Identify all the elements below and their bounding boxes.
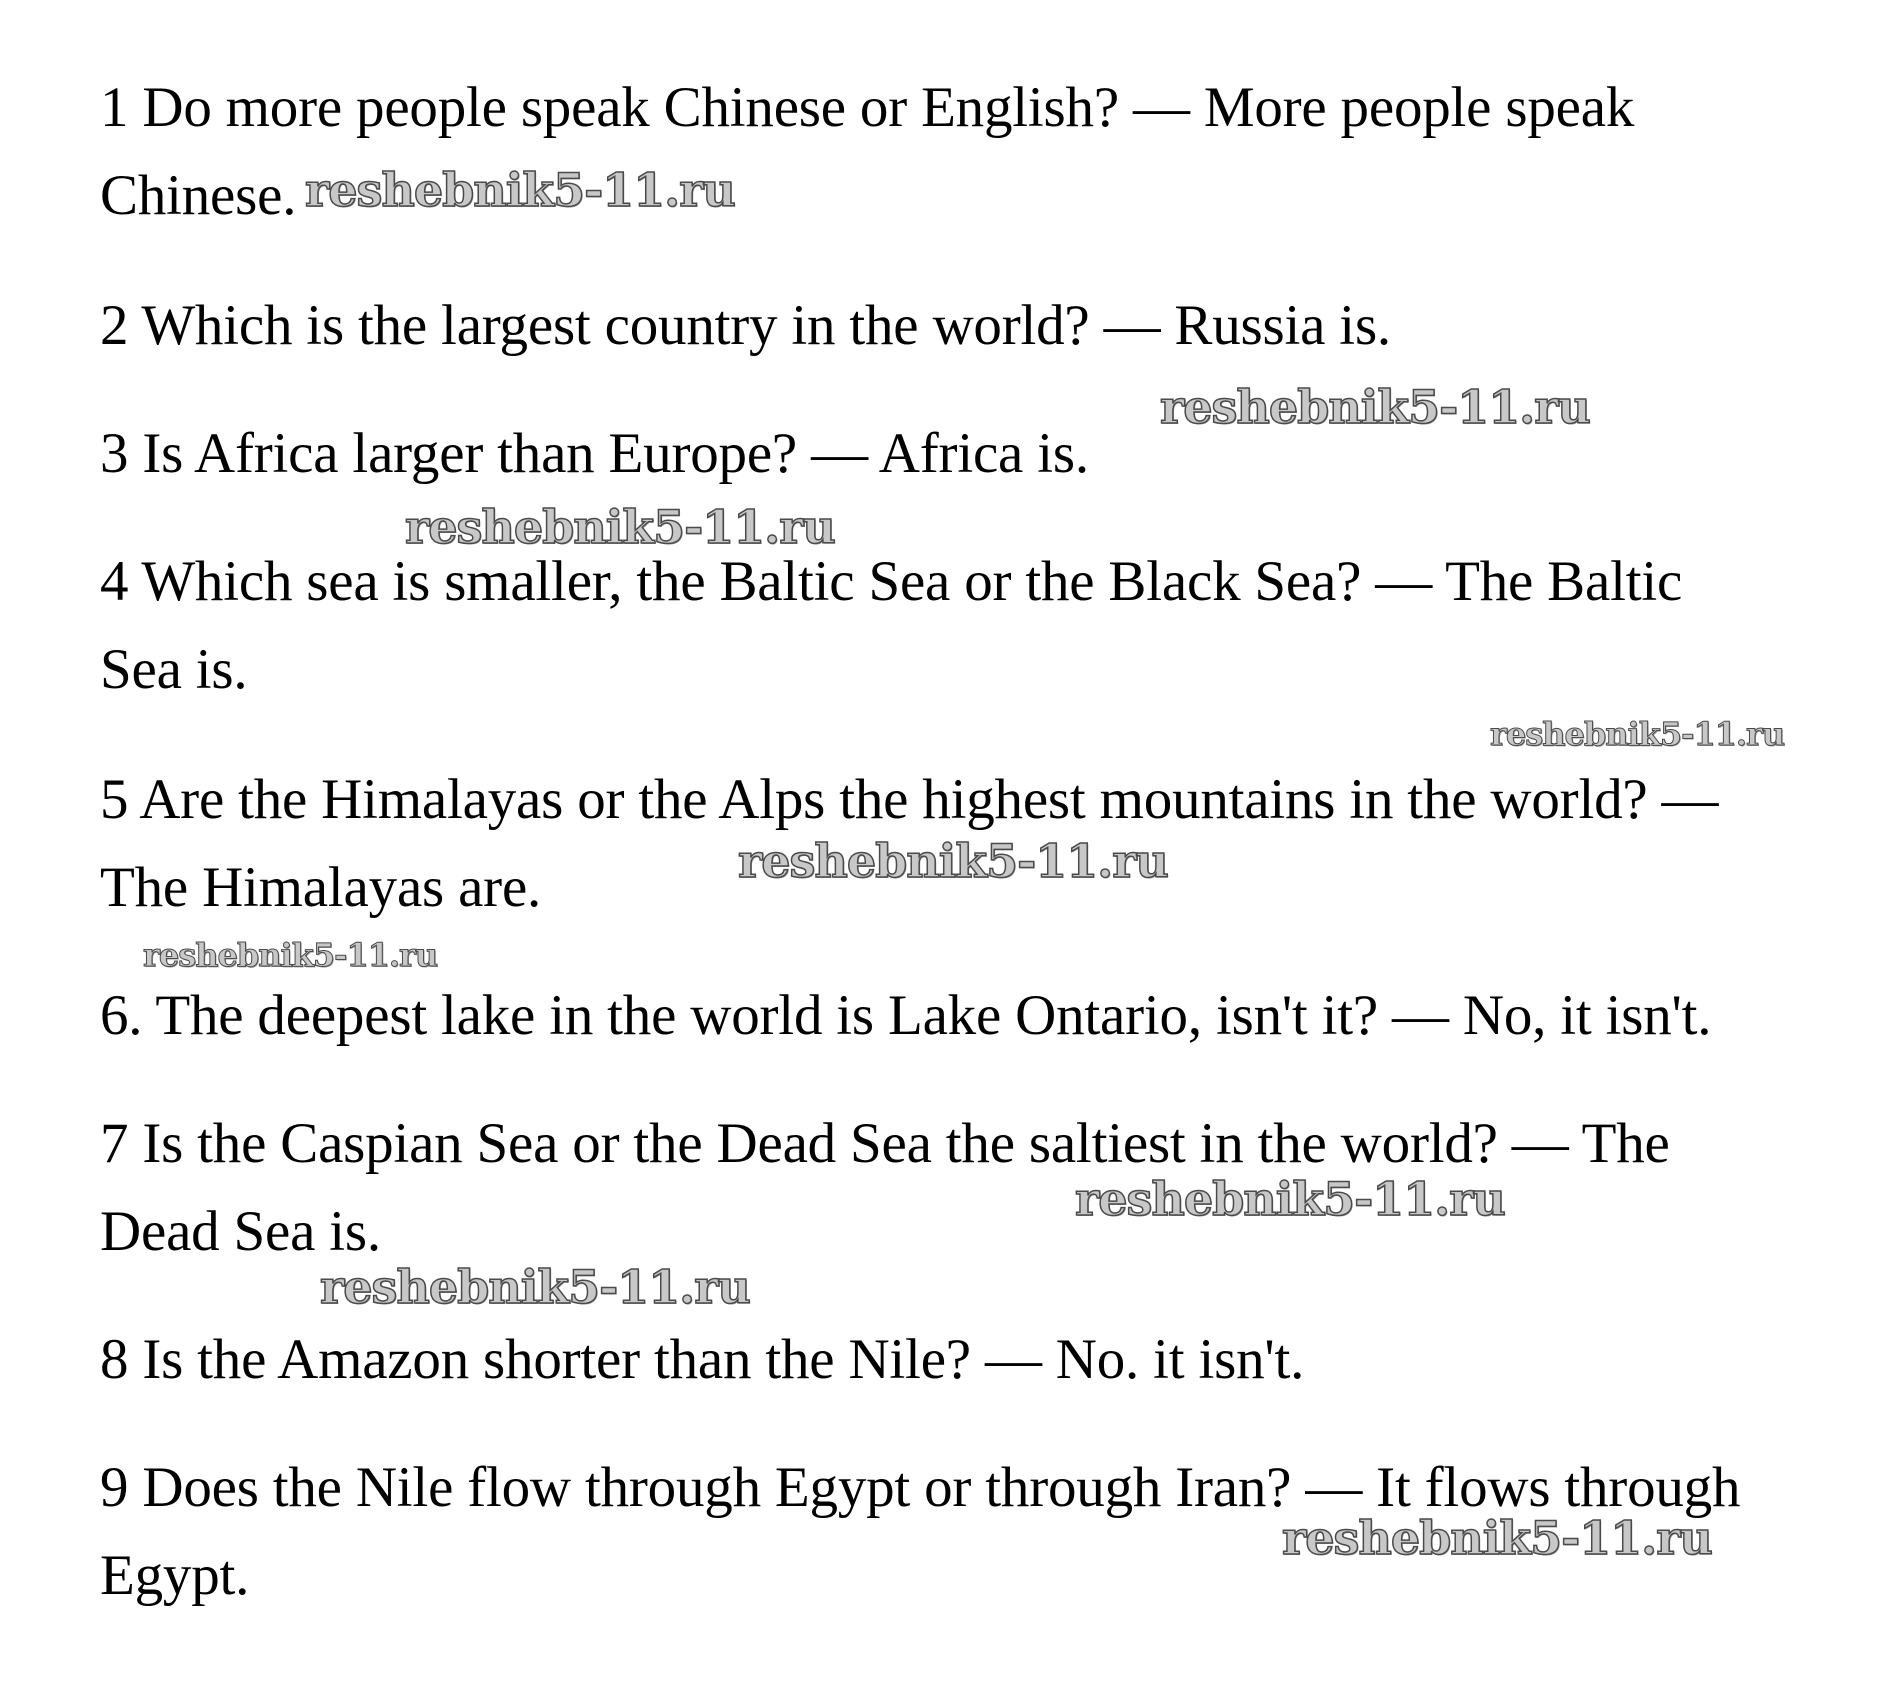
answer-5-line-1: 5 Are the Himalayas or the Alps the highest mountains in the world? — [100, 768, 1719, 831]
watermark: reshebnik5-11.ru [1490, 715, 1785, 753]
watermark: reshebnik5-11.ru [320, 1260, 750, 1314]
watermark: reshebnik5-11.ru [143, 936, 438, 974]
watermark: reshebnik5-11.ru [1075, 1172, 1505, 1226]
answer-8-line-1: 8 Is the Amazon shorter than the Nile? — No. it isn't. [100, 1328, 1305, 1391]
answer-9-line-2: Egypt. [100, 1544, 250, 1607]
watermark: reshebnik5-11.ru [738, 834, 1168, 888]
watermark: reshebnik5-11.ru [405, 500, 835, 554]
watermark: reshebnik5-11.ru [1160, 380, 1590, 434]
answer-3-line-1: 3 Is Africa larger than Europe? — Africa is. [100, 422, 1089, 485]
answer-7-line-2: Dead Sea is. [100, 1200, 381, 1263]
watermark: reshebnik5-11.ru [305, 163, 735, 217]
answer-6-line-1: 6. The deepest lake in the world is Lake Ontario, isn't it? — No, it isn't. [100, 984, 1712, 1047]
answer-1-line-2: Chinese. [100, 164, 297, 227]
answer-9-line-1: 9 Does the Nile flow through Egypt or through Iran? — It flows through [100, 1456, 1741, 1519]
answer-1-line-1: 1 Do more people speak Chinese or English? — More people speak [100, 76, 1635, 139]
answer-4-line-1: 4 Which sea is smaller, the Baltic Sea or the Black Sea? — The Baltic [100, 550, 1683, 613]
answer-5-line-2: The Himalayas are. [100, 856, 542, 919]
answer-2-line-1: 2 Which is the largest country in the world? — Russia is. [100, 294, 1391, 357]
answer-4-line-2: Sea is. [100, 638, 248, 701]
answer-7-line-1: 7 Is the Caspian Sea or the Dead Sea the saltiest in the world? — The [100, 1112, 1670, 1175]
watermark: reshebnik5-11.ru [1282, 1511, 1712, 1565]
